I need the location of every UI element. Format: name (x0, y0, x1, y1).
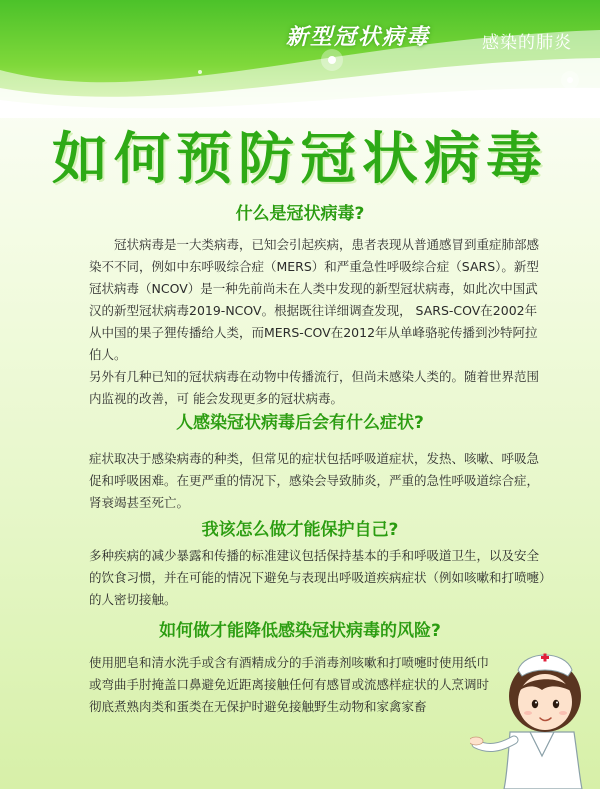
paragraph: 冠状病毒是一大类病毒，已知会引起疾病，患者表现从普通感冒到重症肺部感染不不同，例如中东呼吸综合症（MERS）和严重急性呼吸综合症（SARS）。新型冠状病毒（NCOV）是一种先前尚未在人类中发现的新型冠状病毒，如此次中国武汉的新型冠状病毒2019-NCOV。根据既往详细调查发现， SARS-COV在2002年从中国的果子狸传播给人类，而MERS-COV在2012年从单峰骆驼传播到沙特阿拉伯人。 (89, 237, 540, 362)
banner-title: 新型冠状病毒 (286, 24, 431, 50)
paragraph: 症状取决于感染病毒的种类，但常见的症状包括呼吸道症状，发热、咳嗽、呼吸急促和呼吸困难。在更严重的情况下，感染会导致肺炎，严重的急性呼吸道综合症，肾衰竭甚至死亡。 (89, 451, 540, 510)
nurse-icon (470, 640, 600, 789)
section-heading-what-is: 什么是冠状病毒? (235, 204, 365, 224)
paragraph: 多种疾病的减少暴露和传播的标准建议包括保持基本的手和呼吸道卫生，以及安全的饮食习惯，并在可能的情况下避免与表现出呼吸道疾病症状（例如咳嗽和打喷嚏）的人密切接触。 (89, 548, 546, 607)
paragraph: 使用肥皂和清水洗手或含有酒精成分的手消毒剂咳嗽和打喷嚏时使用纸巾或弯曲手肘掩盖口鼻避免近距离接触任何有感冒或流感样症状的人烹调时彻底煮熟肉类和蛋类在无保护时避免接触野生动物和家禽家畜 (89, 655, 490, 714)
section-body-symptoms (89, 448, 549, 514)
page-title: 如何预防冠状病毒 (52, 127, 548, 192)
paragraph: 另外有几种已知的冠状病毒在动物中传播流行，但尚未感染人类的。随着世界范围内监视的改善，可 能会发现更多的冠状病毒。 (89, 369, 540, 406)
section-body-protect (89, 545, 549, 611)
banner-swoosh-graphic (0, 0, 600, 118)
section-body-reduce-risk (89, 652, 501, 718)
section-heading-reduce-risk: 如何做才能降低感染冠状病毒的风险? (159, 621, 441, 641)
section-heading-protect: 我该怎么做才能保护自己? (201, 520, 399, 540)
section-body-what-is (89, 234, 549, 410)
header-banner (0, 0, 600, 118)
banner-subtitle: 感染的肺炎 (482, 33, 572, 53)
section-heading-symptoms: 人感染冠状病毒后会有什么症状? (176, 413, 424, 433)
